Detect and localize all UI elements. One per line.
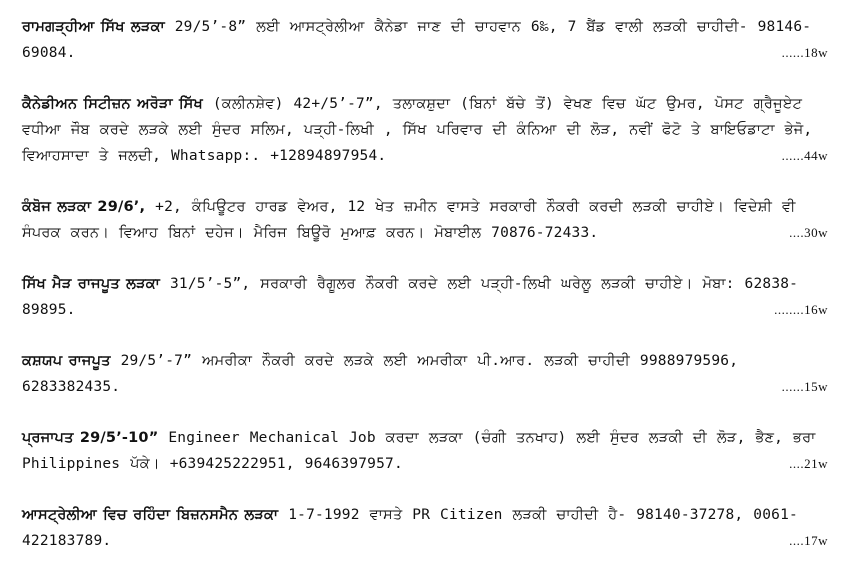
- ad-lead: ਪ੍ਰਜਾਪਤ 29/5’-10”: [22, 430, 159, 446]
- ad-body: 1-7-1992 ਵਾਸਤੇ PR Citizen ਲੜਕੀ ਚਾਹੀਦੀ ਹੈ- 98140-37278, 0061-422183789.: [22, 507, 798, 549]
- ad-kamboj: [22, 194, 830, 246]
- ad-code: ....30w: [789, 225, 828, 240]
- ad-text: [22, 425, 830, 477]
- ad-text: [22, 271, 830, 323]
- ad-lead: ਆਸਟ੍ਰੇਲੀਆ ਵਿਚ ਰਹਿੰਦਾ ਬਿਜ਼ਨਸਮੈਨ ਲੜਕਾ: [22, 507, 279, 523]
- ad-lead: ਸਿੱਖ ਮੈੜ ਰਾਜਪੂਤ ਲੜਕਾ: [22, 276, 161, 292]
- ad-code: ....21w: [789, 456, 828, 471]
- ad-code: ......44w: [781, 148, 828, 163]
- ad-body: 31/5’-5”, ਸਰਕਾਰੀ ਰੈਗੂਲਰ ਨੌਕਰੀ ਕਰਦੇ ਲਈ ਪੜ੍ਹੀ-ਲਿਖੀ ਘਰੇਲੂ ਲੜਕੀ ਚਾਹੀਏ। ਮੋਬਾ: 62838-89895.: [22, 276, 799, 318]
- ad-text: [22, 502, 830, 554]
- ad-prajapat: [22, 425, 830, 477]
- ad-sikh-rajput: [22, 271, 830, 323]
- ad-lead: ਕੰਬੋਜ ਲੜਕਾ 29/6’,: [22, 199, 146, 215]
- ad-body: +2, ਕੰਪਿਊਟਰ ਹਾਰਡ ਵੇਅਰ, 12 ਖੇਤ ਜ਼ਮੀਨ ਵਾਸਤੇ ਸਰਕਾਰੀ ਨੌਕਰੀ ਕਰਦੀ ਲੜਕੀ ਚਾਹੀਏ। ਵਿਦੇਸ਼ੀ ਵੀ ਸੰਪਰਕ ਕਰਨ। ਵਿਆਹ ਬਿਨਾਂ ਦਹੇਜ। ਮੈਰਿਜ ਬਿਊਰੋ ਮੁਆਫ਼ ਕਰਨ। ਮੋਬਾਈਲ 70876-72433.: [22, 199, 796, 241]
- ad-text: [22, 14, 830, 66]
- ad-code: ......15w: [781, 379, 828, 394]
- ad-australia-businessman: [22, 502, 830, 554]
- ad-text: [22, 194, 830, 246]
- ad-body: Engineer Mechanical Job ਕਰਦਾ ਲੜਕਾ (ਚੰਗੀ ਤਨਖਾਹ) ਲਈ ਸੁੰਦਰ ਲੜਕੀ ਦੀ ਲੋੜ, ਭੈਣ, ਭਰਾ Philippines ਪੱਕੇ। +639425222951, 9646397957.: [22, 430, 816, 472]
- ad-code: ......18w: [781, 45, 828, 60]
- ad-code: ....17w: [789, 533, 828, 548]
- classified-ads-page: [22, 14, 830, 579]
- ad-text: [22, 348, 830, 400]
- ad-lead: ਕੈਨੇਡੀਅਨ ਸਿਟੀਜ਼ਨ ਅਰੋੜਾ ਸਿੱਖ: [22, 96, 203, 112]
- ad-code: ........16w: [774, 302, 828, 317]
- ad-canadian-citizen: [22, 91, 830, 169]
- ad-kashyap-rajput: [22, 348, 830, 400]
- ad-lead: ਰਾਮਗੜ੍ਹੀਆ ਸਿੱਖ ਲੜਕਾ: [22, 19, 165, 35]
- ad-lead: ਕਸ਼ਯਪ ਰਾਜਪੂਤ: [22, 353, 111, 369]
- ad-ramgarhia: [22, 14, 830, 66]
- ad-body: 29/5’-7” ਅਮਰੀਕਾ ਨੌਕਰੀ ਕਰਦੇ ਲੜਕੇ ਲਈ ਅਮਰੀਕਾ ਪੀ.ਆਰ. ਲੜਕੀ ਚਾਹੀਦੀ 9988979596, 6283382435.: [22, 353, 739, 395]
- ad-body: 29/5’-8” ਲਈ ਆਸਟ੍ਰੇਲੀਆ ਕੈਨੇਡਾ ਜਾਣ ਦੀ ਚਾਹਵਾਨ 6‰, 7 ਬੈਂਡ ਵਾਲੀ ਲੜਕੀ ਚਾਹੀਦੀ- 98146-69084.: [22, 19, 812, 61]
- ad-text: [22, 91, 830, 169]
- ad-body: (ਕਲੀਨਸ਼ੇਵ) 42+/5’-7”, ਤਲਾਕਸ਼ੁਦਾ (ਬਿਨਾਂ ਬੱਚੇ ਤੋਂ) ਵੇਖਣ ਵਿਚ ਘੱਟ ਉਮਰ, ਪੋਸਟ ਗ੍ਰੈਜੂਏਟ ਵਧੀਆ ਜੌਬ ਕਰਦੇ ਲੜਕੇ ਲਈ ਸੁੰਦਰ ਸਲਿਮ, ਪੜ੍ਹੀ-ਲਿਖੀ , ਸਿੱਖ ਪਰਿਵਾਰ ਦੀ ਕੰਨਿਆ ਦੀ ਲੋੜ, ਨਵੀਂ ਫੋਟੋ ਤੇ ਬਾਇਓਡਾਟਾ ਭੇਜੋ, ਵਿਆਹਸਾਦਾ ਤੇ ਜਲਦੀ, Whatsapp:. +12894897954.: [22, 96, 813, 164]
